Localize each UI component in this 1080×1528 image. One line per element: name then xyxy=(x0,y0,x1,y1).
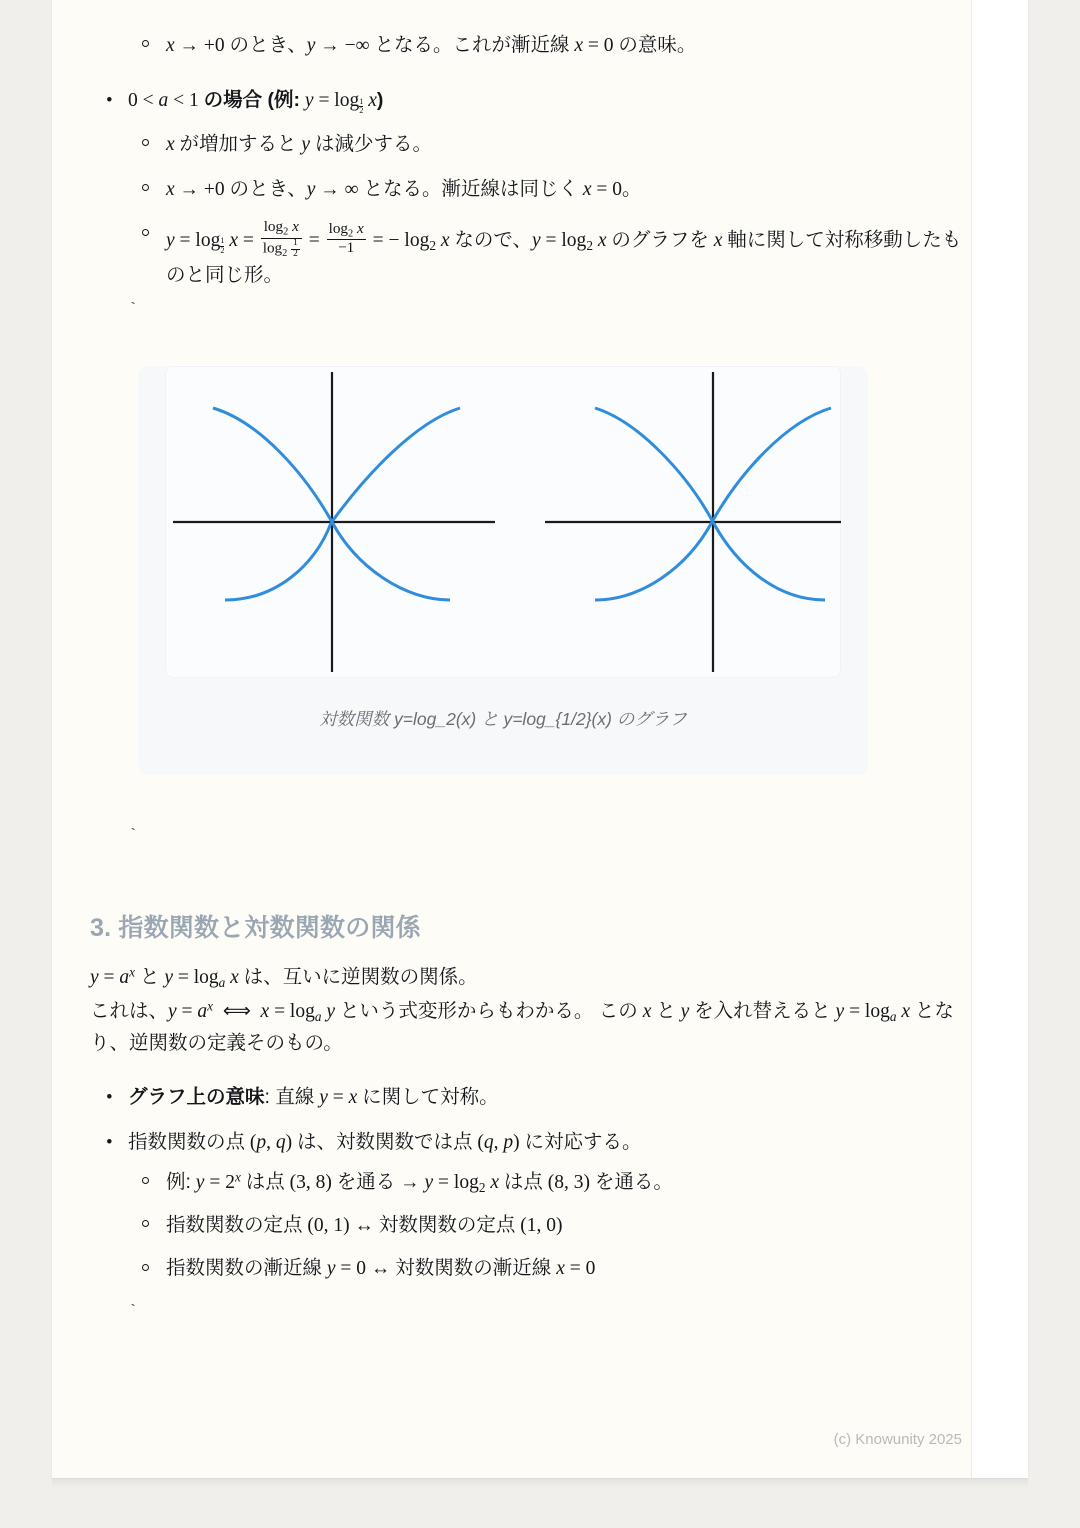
list-item xyxy=(90,85,970,117)
plot-left xyxy=(173,372,495,672)
list-item xyxy=(90,1082,970,1113)
list-item-text: 例: $y = 2^x$ は点 (3, 8) を通る → $y = \log_2 x$ は点 (8, 3) を通る。 xyxy=(166,1169,673,1195)
list-item xyxy=(90,1210,970,1241)
disc-bullet-icon: • xyxy=(106,1132,113,1154)
section3-paragraph-2: これは、$y = a^x$ ⟺ $x = \log_a y$ という式変形からもわかる。 この x と y を入れ替えると $y = \log_a x$ となり、逆関数の定義そのもの。 xyxy=(90,998,954,1055)
list-item xyxy=(90,219,970,290)
disc-bullet-icon: • xyxy=(106,1086,113,1108)
list-item xyxy=(90,30,970,61)
document-body xyxy=(90,30,970,1322)
disc-bullet-icon: • xyxy=(106,90,113,112)
bullet-bold-label: グラフ上の意味 xyxy=(128,1085,265,1108)
page-side-rail xyxy=(971,0,1028,1478)
list-item xyxy=(90,129,970,160)
list-item xyxy=(90,174,970,205)
case-heading-text: 0 < a < 1 の場合 (例: y = log $_{\frac{1}{2}}$ x) xyxy=(128,89,384,116)
circle-bullet-icon xyxy=(142,229,149,236)
list-item-text: x → +0 のとき、y → ∞ となる。漸近線は同じく x = 0。 xyxy=(166,178,642,201)
list-item-text: 指数関数の漸近線 y = 0 ↔ 対数関数の漸近線 x = 0 xyxy=(166,1257,596,1280)
page-bottom-shadow xyxy=(52,1478,1028,1488)
list-item-text: 指数関数の点 (p, q) は、対数関数では点 (q, p) に対応する。 xyxy=(128,1131,642,1154)
list-item-text: グラフ上の意味: 直線 y = x に関して対称。 xyxy=(128,1085,499,1108)
list-item xyxy=(90,1127,970,1158)
list-item-text: y = log $_{\frac{1}{2}}$ x = $\log_2 x$ $\log_2$ $\frac{1}{2}$ = $\frac{\log_2 x}{-1}$ = − $\log_2 x$ なので、$y = \log_2 x$ のグラフを x 軸に関して対称移動したものと同じ形。 xyxy=(166,218,962,286)
figure-caption: 対数関数 y=log_2(x) と y=log_{1/2}(x) のグラフ xyxy=(319,708,687,729)
circle-bullet-icon xyxy=(142,40,149,47)
copyright-footer: (c) Knowunity 2025 xyxy=(833,1431,962,1448)
code-tick-2: ` xyxy=(128,826,139,846)
log-graph-svg xyxy=(165,366,841,678)
section-heading-3: 3. 指数関数と対数関数の関係 xyxy=(90,913,421,942)
list-item-text: x → +0 のとき、y → −∞ となる。これが漸近線 x = 0 の意味。 xyxy=(166,34,697,56)
list-item xyxy=(90,1253,970,1284)
document-page xyxy=(52,0,1028,1478)
code-tick-1: ` xyxy=(128,300,139,320)
circle-bullet-icon xyxy=(142,139,149,146)
section3-paragraph-1: $y = a^x$ と $y = \log_a x$ は、互いに逆関数の関係。 xyxy=(90,964,478,991)
plot-right xyxy=(545,372,841,672)
list-item-text: x が増加すると y は減少する。 xyxy=(166,132,432,155)
list-item xyxy=(90,1166,970,1198)
code-tick-3: ` xyxy=(128,1302,139,1322)
circle-bullet-icon xyxy=(142,184,149,191)
figure-card xyxy=(138,366,868,775)
circle-bullet-icon xyxy=(142,1177,149,1184)
list-item-text: 指数関数の定点 (0, 1) ↔ 対数関数の定点 (1, 0) xyxy=(166,1214,563,1237)
circle-bullet-icon xyxy=(142,1264,149,1271)
log-graph-figure xyxy=(165,366,841,678)
circle-bullet-icon xyxy=(142,1220,149,1227)
